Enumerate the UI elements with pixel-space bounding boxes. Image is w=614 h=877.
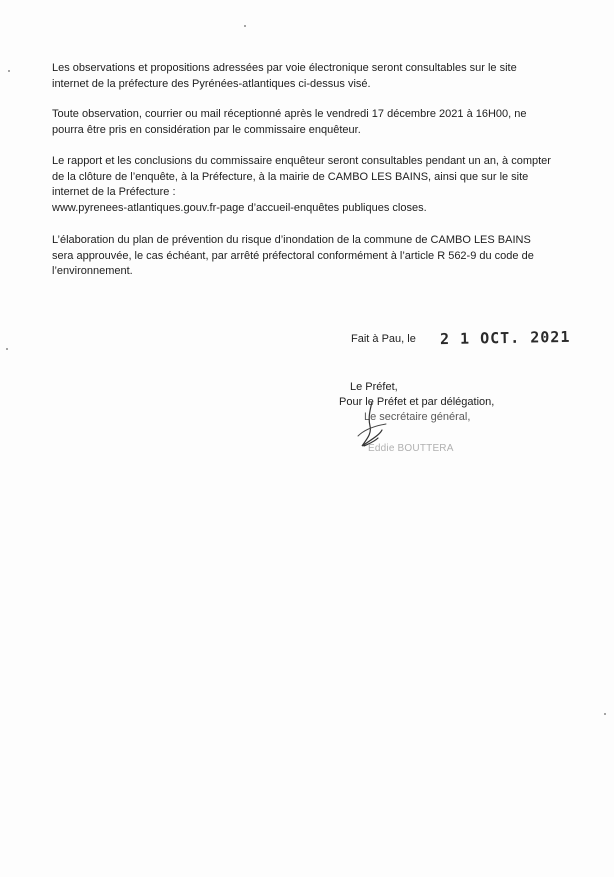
scan-speck bbox=[8, 70, 10, 72]
prefet-title: Le Préfet, bbox=[350, 381, 398, 393]
date-stamp: 2 1 OCT. 2021 bbox=[439, 327, 571, 349]
paragraph-line-url: www.pyrenees-atlantiques.gouv.fr-page d’accueil-enquêtes publiques closes. bbox=[52, 201, 427, 214]
paragraph-line: Le rapport et les conclusions du commissaire enquêteur seront consultables pendant un an, à compter bbox=[52, 155, 551, 167]
paragraph-line: Les observations et propositions adressées par voie électronique seront consultables sur le site bbox=[52, 62, 517, 74]
paragraph-line: pourra être pris en considération par le commissaire enquêteur. bbox=[52, 123, 361, 136]
paragraph-line: l’environnement. bbox=[52, 265, 133, 277]
signer-name: Eddie BOUTTERA bbox=[368, 443, 454, 454]
paragraph-electronic-observations bbox=[52, 61, 564, 92]
place-label: Fait à Pau, le bbox=[351, 333, 416, 345]
scan-speck bbox=[604, 713, 606, 715]
role-line: Le secrétaire général, bbox=[364, 411, 471, 423]
scan-speck bbox=[244, 25, 246, 27]
paragraph-line: internet de la préfecture des Pyrénées-atlantiques ci-dessus visé. bbox=[52, 77, 371, 90]
paragraph-plan-approval bbox=[52, 233, 564, 280]
paragraph-report-availability bbox=[52, 154, 564, 216]
paragraph-line: sera approuvée, le cas échéant, par arrêté préfectoral conformément à l’article R 562-9 du code de bbox=[52, 249, 534, 262]
scan-speck bbox=[6, 348, 8, 350]
paragraph-line: internet de la Préfecture : bbox=[52, 186, 176, 198]
paragraph-line: L’élaboration du plan de prévention du risque d’inondation de la commune de CAMBO LES BAINS bbox=[52, 234, 531, 246]
paragraph-line: de la clôture de l’enquête, à la Préfecture, à la mairie de CAMBO LES BAINS, ainsi que sur le site bbox=[52, 170, 529, 183]
paragraph-deadline bbox=[52, 107, 564, 138]
paragraph-line: Toute observation, courrier ou mail réceptionné après le vendredi 17 décembre 2021 à 16H00, ne bbox=[52, 108, 527, 120]
delegation-line: Pour le Préfet et par délégation, bbox=[339, 396, 495, 408]
